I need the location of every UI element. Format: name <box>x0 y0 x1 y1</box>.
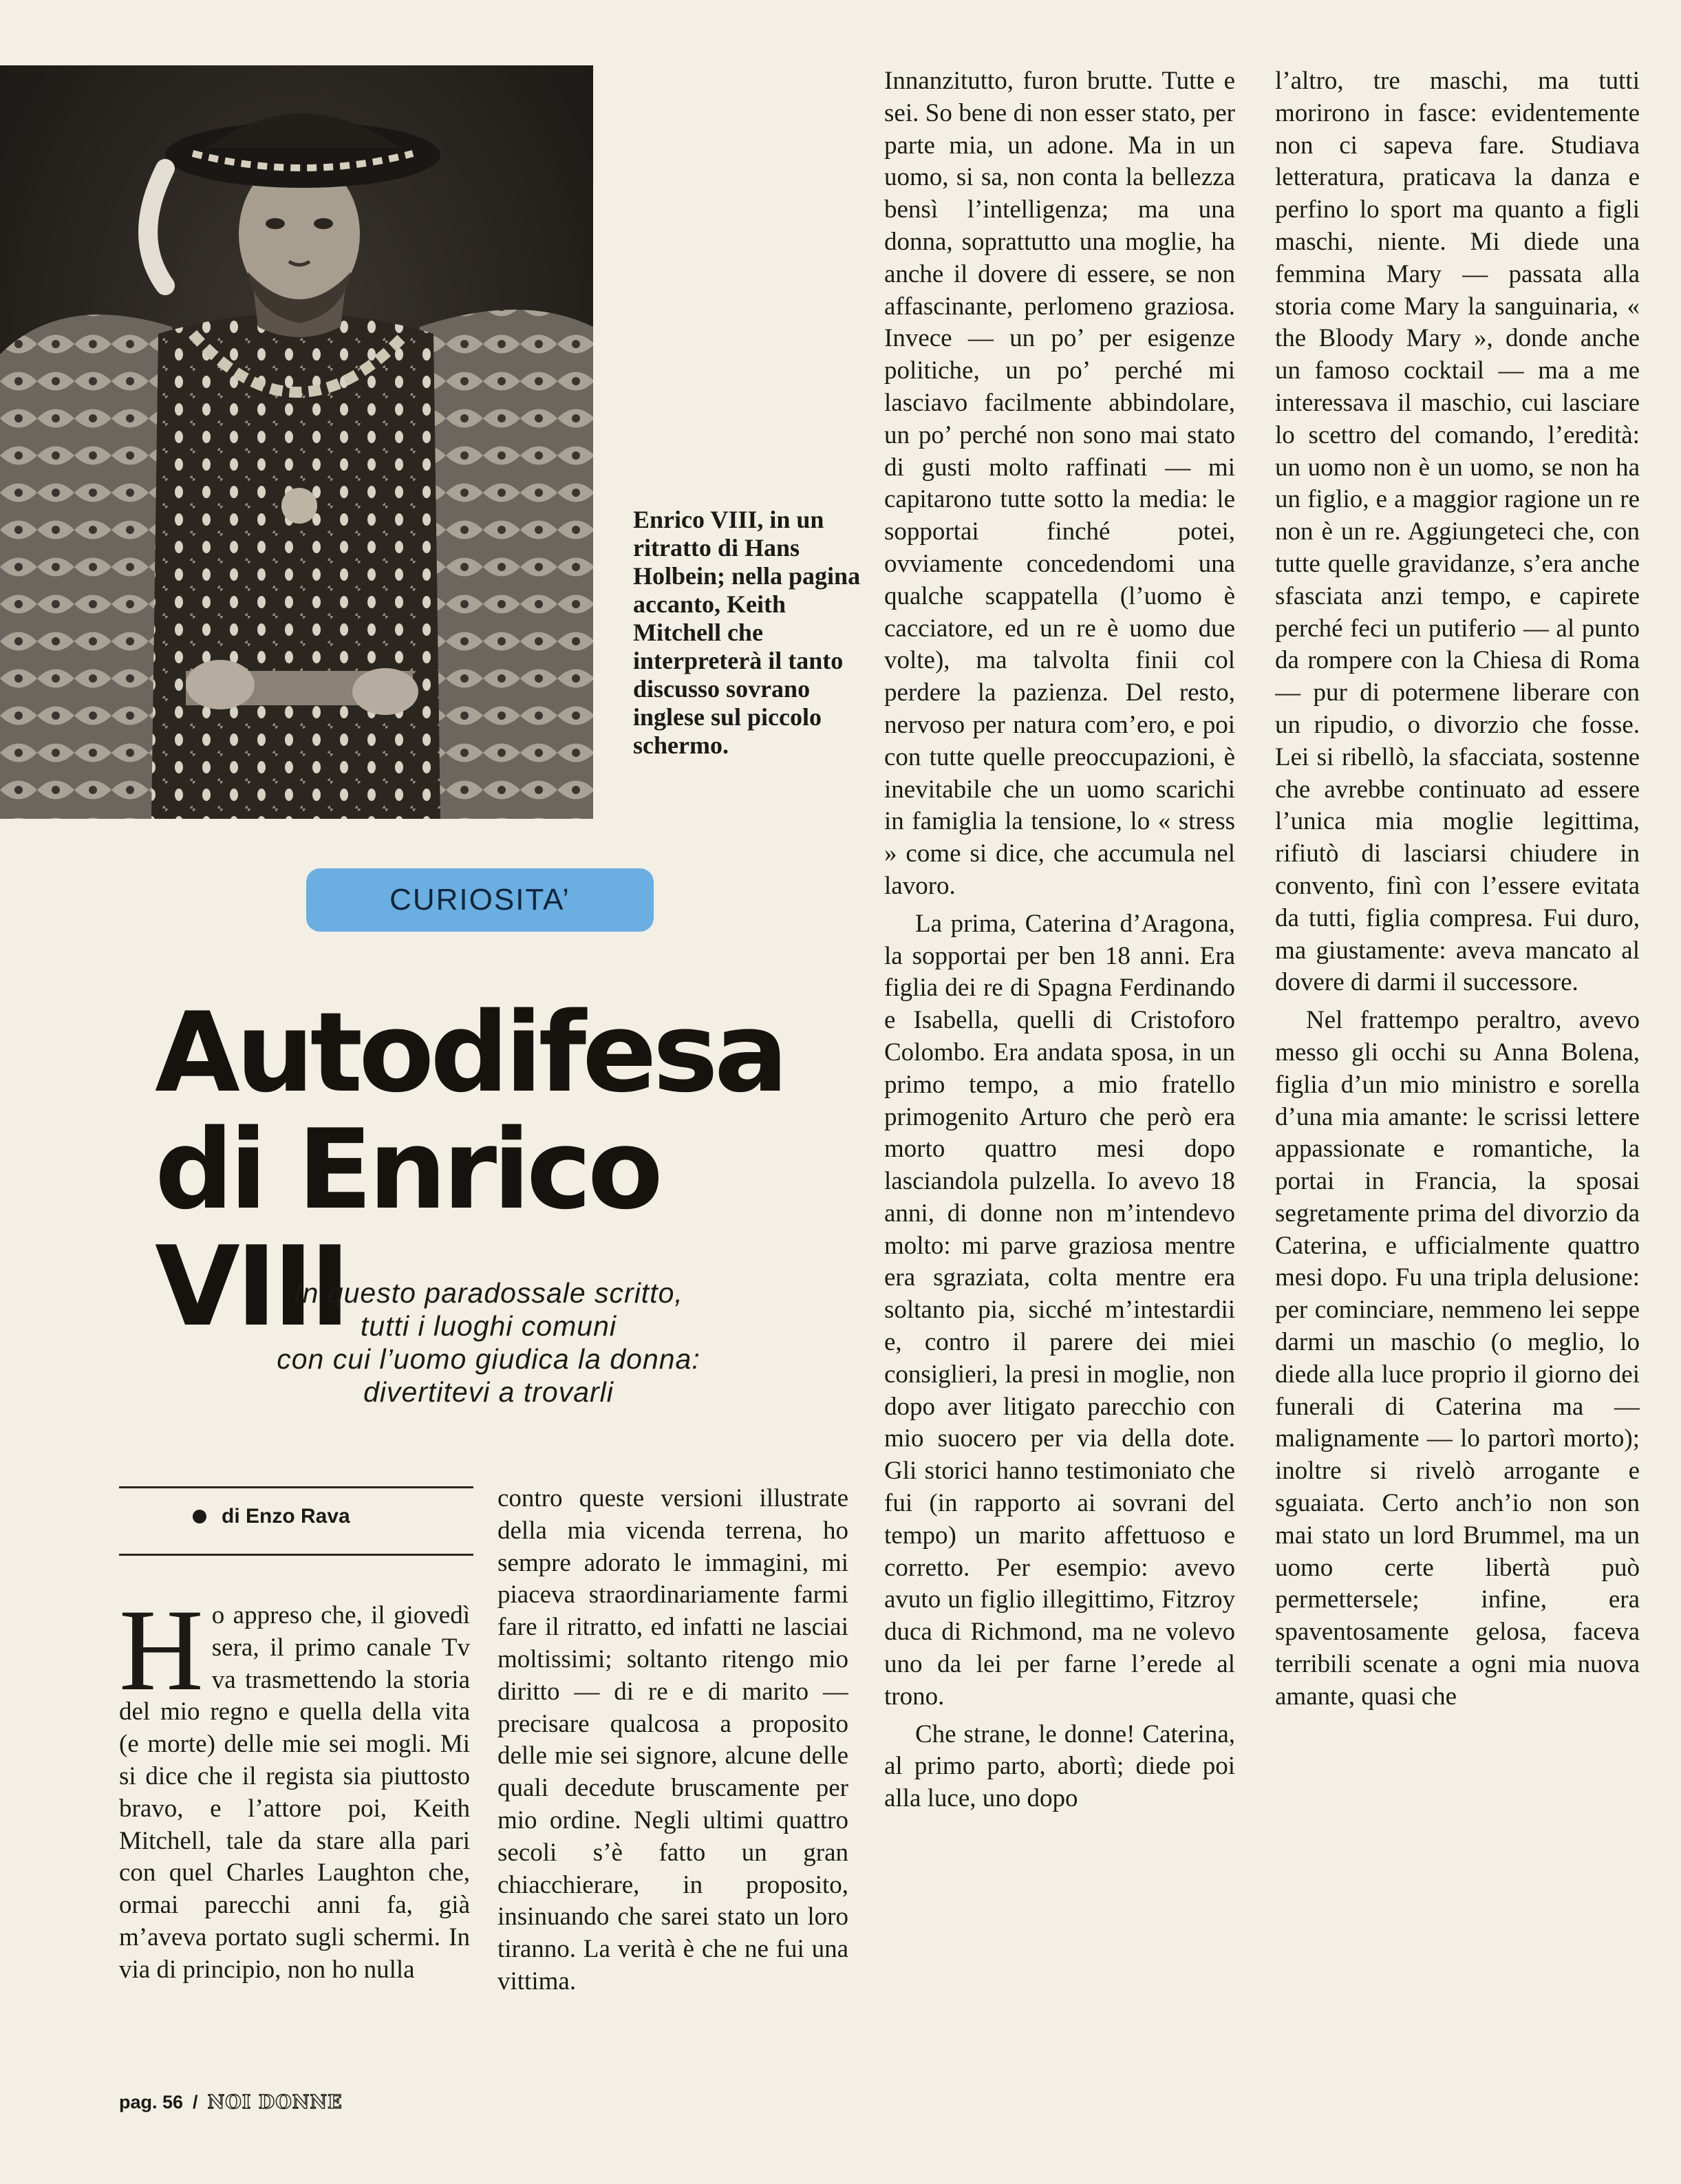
byline-rule-top <box>119 1486 473 1488</box>
article-paragraph: La prima, Caterina d’Aragona, la sopportai per ben 18 anni. Era figlia dei re di Spagna Ferdinando e Isabella, quelli di Cristoforo Colombo. Era andata sposa, in un primo tempo, a mio fratello primogenito Arturo che però era morto quattro mesi dopo lasciandola pulzella. Io avevo 18 anni, di donne non m’intendevo molto: mi parve graziosa mentre era sgraziata, colta mentre era soltanto pia, sicché m’intestardii e, contro il parere dei miei consiglieri, la presi in moglie, non dopo aver litigato parecchio con mio suocero per via della dote. Gli storici hanno testimoniato che fui (in rapporto ai sovrani del tempo) un marito affettuoso e corretto. Per esempio: avevo avuto un figlio illegittimo, Fitzroy duca di Richmond, ma ne volevo uno da lei per farne l’erede al trono. <box>884 909 1235 1711</box>
subtitle-line-4: divertitevi a trovarli <box>363 1376 614 1408</box>
byline-rule-bottom <box>119 1554 473 1556</box>
portrait-photo <box>0 65 593 819</box>
bullet-icon <box>193 1510 206 1523</box>
article-paragraph: Che strane, le donne! Caterina, al primo parto, abortì; diede poi alla luce, uno dopo <box>884 1720 1235 1813</box>
subtitle-line-2: tutti i luoghi comuni <box>361 1310 617 1342</box>
article-column-1 <box>119 1600 470 2040</box>
article-paragraph <box>119 1600 470 1987</box>
article-paragraph: Innanzitutto, furon brutte. Tutte e sei. So bene di non esser stato, per parte mia, un adone. Ma in un uomo, si sa, non conta la bellezza bensì l’intelligenza; ma una donna, soprattutto una moglie, ha anche il dovere di essere, se non affascinante, perlomeno graziosa. Invece — un po’ per esigenze politiche, un po’ perché mi lasciavo facilmente abbindolare, un po’ perché non sono mai stato di gusti molto raffinati — mi capitarono tutte sotto la media: le sopportai finché potei, ovviamente concedendomi una qualche scappatella (l’uomo è cacciatore, ed un re è uomo due volte), ma talvolta finii col perdere la pazienza. Del resto, nervoso per natura com’ero, e poi con tutte quelle preoccupazioni, è inevitabile che un uomo scarichi in famiglia la tensione, lo « stress » come si dice, che accumula nel lavoro. <box>884 67 1235 900</box>
portrait-illustration <box>0 65 593 819</box>
drop-cap: H <box>119 1600 204 1715</box>
page-number: pag. 56 <box>119 2092 184 2112</box>
masthead-logo: NOI DONNE <box>207 2092 343 2113</box>
article-column-3 <box>884 65 1235 2164</box>
article-paragraph: contro queste versioni illustrate della mia vicenda terrena, ho sempre adorato le immagini, mi piaceva straordinariamente farmi fare il ritratto, ed infatti ne lasciai moltissimi; soltanto ritengo mio diritto — di re e di marito — precisare qualcosa a proposito delle mie sei signore, alcune delle quali decedute bruscamente per mio ordine. Negli ultimi quattro secoli s’è fatto un gran chiacchierare, in proposito, insinuando che sarei stato un loro tiranno. La verità è che ne fui una vittima. <box>497 1484 848 1995</box>
article-column-2 <box>497 1483 848 2061</box>
section-tag: CURIOSITA’ <box>306 868 654 932</box>
article-paragraph: l’altro, tre maschi, ma tutti morirono in fasce: evidentemente non ci sapeva fare. Studiava letteratura, praticava la danza e perfino lo sport ma quanto a figli maschi, niente. Mi diede una femmina Mary — passata alla storia come Mary la sanguinaria, « the Bloody Mary », donde anche un famoso cocktail — ma a me interessava il maschio, cui lasciare lo scettro del comando, l’eredità: un uomo non è un uomo, se non ha un figlio, e a maggior ragione un re non è un re. Aggiungeteci che, con tutte quelle gravidanze, s’era anche sfasciata anzi tempo, e capirete perché feci un putiferio — al punto da rompere con la Chiesa di Roma — pur di potermene liberare con un ripudio, o divorzio che fosse. Lei si ribellò, la sfacciata, sostenne che avrebbe continuato ad essere l’unica mia moglie legittima, rifiutò di lasciarsi chiudere in convento, finì con l’essere evitata da tutti, figlia compresa. Fui duro, ma giustamente: aveva mancato al dovere di darmi il successore. <box>1275 67 1640 997</box>
subtitle <box>179 1276 798 1409</box>
article-column-4 <box>1275 65 1640 2164</box>
photo-caption: Enrico VIII, in un ritratto di Hans Holbein; nella pagina accanto, Keith Mitchell che interpreterà il tanto discusso sovrano inglese sul piccolo schermo. <box>633 506 861 759</box>
subtitle-line-3: con cui l’uomo giudica la donna: <box>277 1343 700 1375</box>
headline-line-2: di Enrico VIII <box>155 1105 659 1351</box>
headline-line-1: Autodifesa <box>155 988 784 1117</box>
footer-separator: / <box>193 2092 198 2112</box>
page-footer <box>119 2092 343 2113</box>
byline <box>193 1505 350 1528</box>
byline-author: di Enzo Rava <box>222 1505 350 1528</box>
article-paragraph: Nel frattempo peraltro, avevo messo gli occhi su Anna Bolena, figlia d’un mio ministro e sorella d’una mia amante: le scrissi lettere appassionate e romantiche, la portai in Francia, la sposai segretamente prima del divorzio da Caterina, e ufficialmente quattro mesi dopo. Fu una tripla delusione: per cominciare, nemmeno lei seppe darmi un maschio (o meglio, lo diede alla luce proprio il giorno dei funerali di Caterina ma — malignamente — lo partorì morto); inoltre si rivelò arrogante e sguaiata. Certo anch’io non son mai stato un lord Brummel, ma un uomo certe libertà può permettersele; infine, era spaventosamente gelosa, faceva terribili scenate a ogni mia nuova amante, quasi che <box>1275 1006 1640 1711</box>
subtitle-line-1: In questo paradossale scritto, <box>294 1277 683 1309</box>
paragraph-text: o appreso che, il giovedì sera, il primo canale Tv va trasmettendo la storia del mio regno e quella della vita (e morte) delle mie sei mogli. Mi si dice che il regista sia piuttosto bravo, e l’attore poi, Keith Mitchell, tale da stare alla pari con quel Charles Laughton che, ormai parecchi anni fa, già m’aveva portato sugli schermi. In via di principio, non ho nulla <box>119 1601 470 1984</box>
